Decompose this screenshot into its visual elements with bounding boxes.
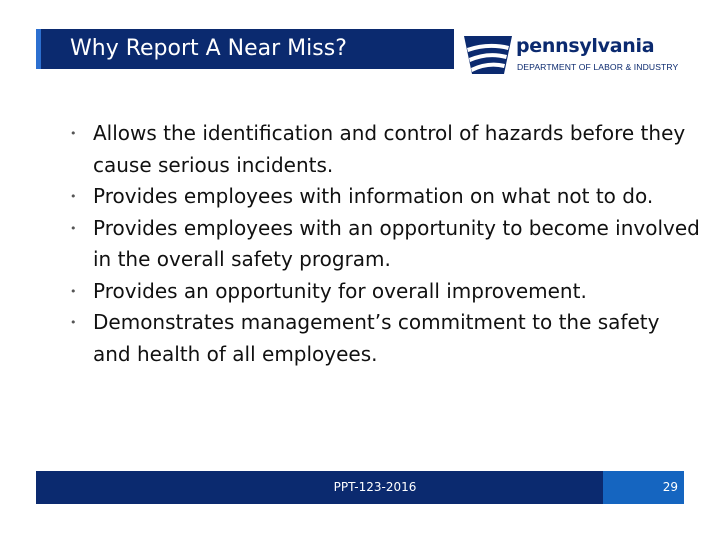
footer-code: PPT-123-2016	[333, 480, 417, 494]
title-accent	[36, 29, 41, 69]
logo-wordmark: pennsylvania	[516, 35, 655, 57]
bullet-text: Provides an opportunity for overall improvement.	[93, 278, 587, 303]
footer-right-panel	[603, 471, 684, 504]
footer-bar	[36, 471, 684, 504]
bullet-text: Allows the identification and control of hazards before they cause serious incidents.	[93, 121, 686, 177]
bullet-icon: •	[70, 284, 77, 298]
bullet-icon: •	[70, 316, 77, 329]
bullet-text: Demonstrates management’s commitment to the safety and health of all employees.	[93, 310, 660, 366]
page-number: 29	[662, 480, 678, 494]
bullet-item	[70, 276, 700, 308]
footer-left-panel	[36, 471, 603, 504]
title-bar	[36, 29, 454, 69]
bullet-item	[70, 307, 700, 370]
bullet-text: Provides employees with information on what not to do.	[93, 184, 654, 208]
slide-title: Why Report A Near Miss?	[70, 36, 347, 61]
pennsylvania-logo	[462, 28, 690, 78]
slide-content	[70, 118, 700, 370]
bullet-item	[70, 118, 700, 181]
bullet-item	[70, 213, 700, 276]
bullet-text: Provides employees with an opportunity to become involved in the overall safety program.	[93, 215, 700, 271]
keystone-icon	[462, 28, 514, 78]
bullet-item	[70, 181, 700, 213]
bullet-list	[70, 118, 700, 370]
bullet-icon: •	[70, 221, 77, 235]
bullet-icon: •	[70, 127, 77, 140]
logo-subtitle: DEPARTMENT OF LABOR & INDUSTRY	[517, 62, 679, 72]
bullet-icon: •	[70, 190, 77, 203]
